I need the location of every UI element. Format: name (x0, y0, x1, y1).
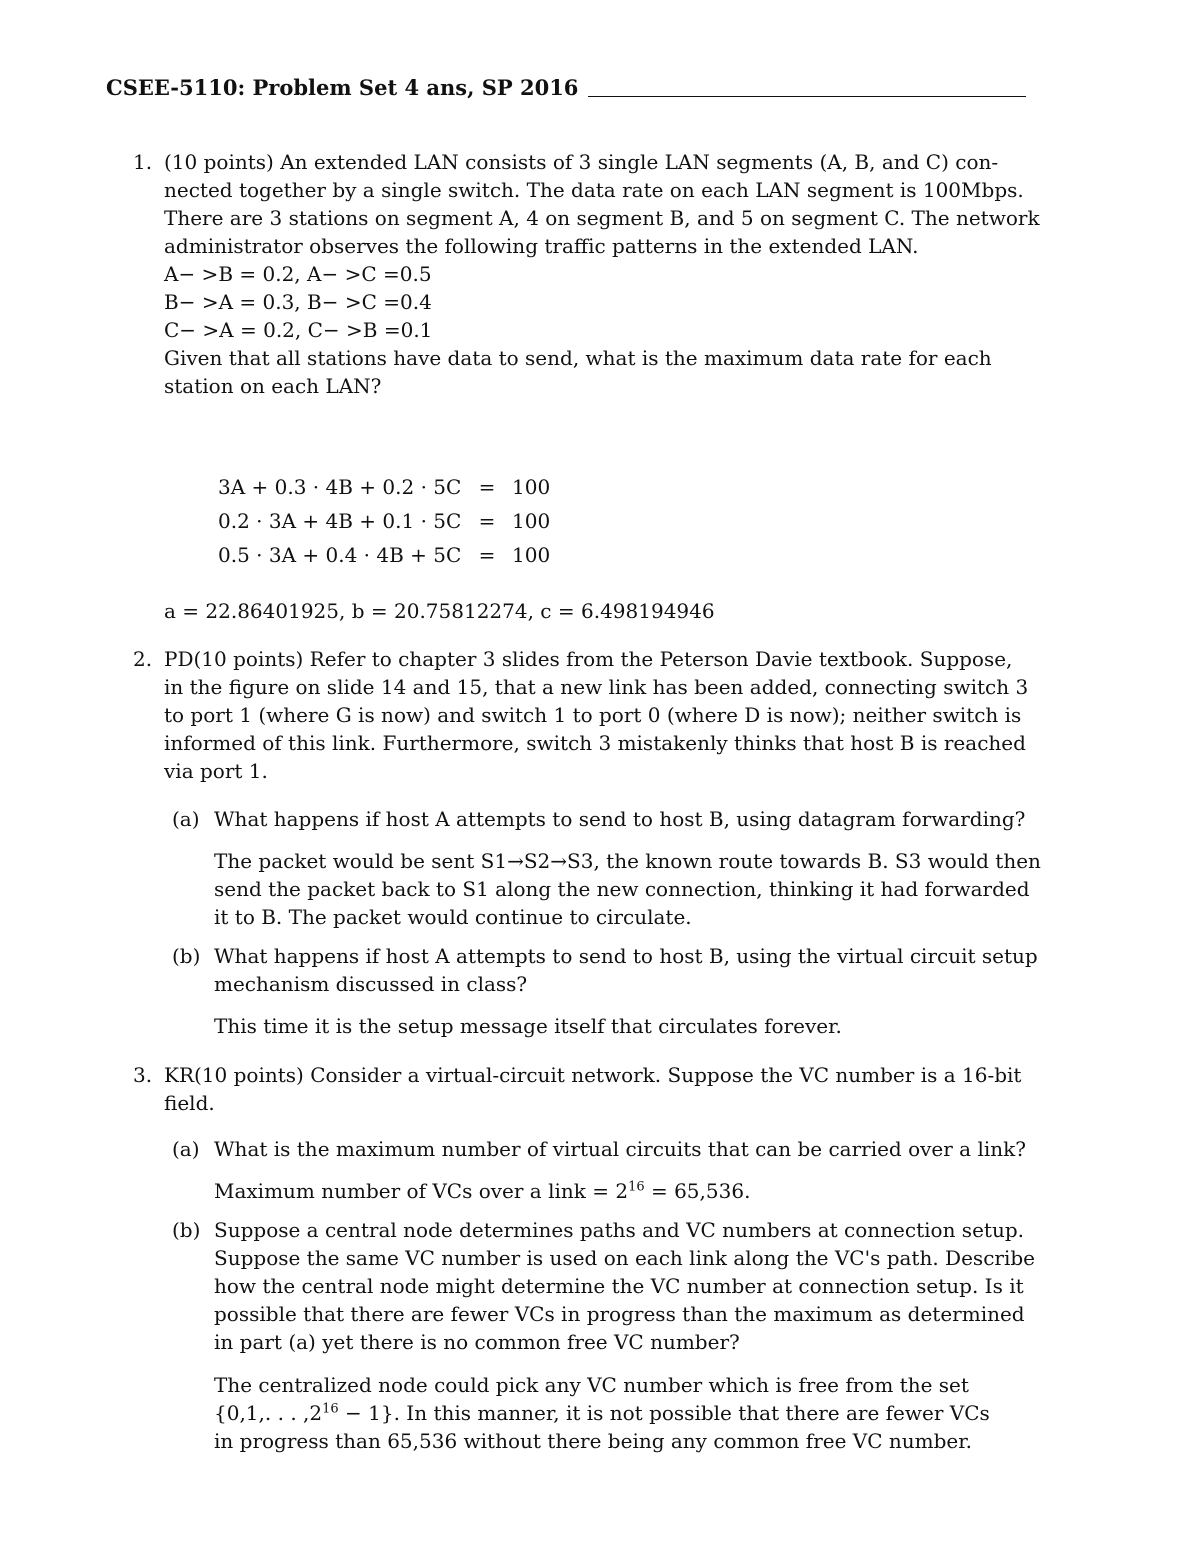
subquestion-text (214, 1216, 1035, 1356)
subquestion-label: (a) (172, 1137, 200, 1161)
equation-row (218, 504, 618, 538)
equation-lhs: 0.2 · 3A + 4B + 0.1 · 5C (218, 509, 462, 533)
subquestion-text: What is the maximum number of virtual circuits that can be carried over a link? (214, 1137, 1026, 1161)
text-line: informed of this link. Furthermore, switch 3 mistakenly thinks that host B is reached (164, 731, 1026, 755)
equation-row (218, 538, 618, 572)
subquestion-2a (172, 805, 1024, 833)
problem-number: 1. (133, 150, 153, 174)
exponent: 16 (322, 1401, 339, 1417)
problem-text (164, 148, 1040, 400)
problem-number: 3. (133, 1063, 153, 1087)
answer-text: {0,1,. . . ,2 (214, 1401, 323, 1425)
equation-row (218, 470, 618, 504)
answer-text: − 1}. In this manner, it is not possible that there are fewer VCs (338, 1401, 990, 1425)
traffic-line: C− >A = 0.2, C− >B =0.1 (164, 318, 433, 342)
problem-text (164, 645, 1029, 785)
text-line: how the central node might determine the VC number at connection setup. Is it (214, 1274, 1024, 1298)
equation-rhs: 100 (512, 543, 551, 567)
solution-line: a = 22.86401925, b = 20.75812274, c = 6.498194946 (164, 599, 715, 623)
problem-2 (133, 645, 1029, 785)
subquestion-text: What happens if host A attempts to send to host B, using datagram forwarding? (214, 807, 1026, 831)
equation-lhs: 3A + 0.3 · 4B + 0.2 · 5C (218, 475, 462, 499)
exponent: 16 (628, 1179, 645, 1195)
subquestion-text (214, 942, 1038, 998)
text-line: Suppose the same VC number is used on each link along the VC's path. Describe (214, 1246, 1035, 1270)
answer-line (214, 1177, 1024, 1205)
text-line: What happens if host A attempts to send to host B, using the virtual circuit setup (214, 944, 1038, 968)
traffic-line: A− >B = 0.2, A− >C =0.5 (164, 262, 432, 286)
text-line: PD(10 points) Refer to chapter 3 slides from the Peterson Davie textbook. Suppose, (164, 647, 1013, 671)
traffic-line: B− >A = 0.3, B− >C =0.4 (164, 290, 432, 314)
subquestion-label: (a) (172, 807, 200, 831)
answer-text: = 65,536. (644, 1179, 751, 1203)
text-line: mechanism discussed in class? (214, 972, 528, 996)
subquestion-3a (172, 1135, 1024, 1163)
header-rule (588, 96, 1026, 97)
subquestion-label: (b) (172, 944, 201, 968)
answer-line: This time it is the setup message itself that circulates forever. (214, 1014, 842, 1038)
text-line: station on each LAN? (164, 374, 382, 398)
equation-system (218, 470, 618, 572)
problem-text (164, 1061, 1025, 1117)
text-line: There are 3 stations on segment A, 4 on segment B, and 5 on segment C. The network (164, 206, 1040, 230)
answer-line (214, 1399, 1024, 1427)
text-line: administrator observes the following traffic patterns in the extended LAN. (164, 234, 919, 258)
equation-op: = (478, 475, 496, 499)
text-line: (10 points) An extended LAN consists of 3 single LAN segments (A, B, and C) con- (164, 150, 999, 174)
text-line: Given that all stations have data to send, what is the maximum data rate for each (164, 346, 992, 370)
subquestion-label: (b) (172, 1218, 201, 1242)
text-line: possible that there are fewer VCs in progress than the maximum as determined (214, 1302, 1025, 1326)
answer-2b (214, 1012, 1024, 1040)
answer-line: it to B. The packet would continue to circulate. (214, 905, 692, 929)
text-line: field. (164, 1091, 215, 1115)
answer-line: send the packet back to S1 along the new connection, thinking it had forwarded (214, 877, 1030, 901)
answer-line: The packet would be sent S1→S2→S3, the known route towards B. S3 would then (214, 849, 1041, 873)
answer-line: The centralized node could pick any VC number which is free from the set (214, 1373, 969, 1397)
problem-3 (133, 1061, 1025, 1117)
solution-block (133, 597, 1025, 625)
answer-2a (214, 847, 1041, 931)
problem-number: 2. (133, 647, 153, 671)
equation-rhs: 100 (512, 509, 551, 533)
text-line: in the figure on slide 14 and 15, that a new link has been added, connecting switch 3 (164, 675, 1029, 699)
page-header (106, 74, 1026, 102)
equation-rhs: 100 (512, 475, 551, 499)
page-title: CSEE-5110: Problem Set 4 ans, SP 2016 (106, 75, 579, 100)
answer-3b (214, 1371, 1024, 1455)
text-line: nected together by a single switch. The data rate on each LAN segment is 100Mbps. (164, 178, 1024, 202)
equation-op: = (478, 509, 496, 533)
equation-lhs: 0.5 · 3A + 0.4 · 4B + 5C (218, 543, 462, 567)
equation-op: = (478, 543, 496, 567)
text-line: in part (a) yet there is no common free VC number? (214, 1330, 740, 1354)
text-line: Suppose a central node determines paths and VC numbers at connection setup. (214, 1218, 1024, 1242)
text-line: KR(10 points) Consider a virtual-circuit network. Suppose the VC number is a 16-bit (164, 1063, 1022, 1087)
problem-1 (133, 148, 1040, 400)
text-line: via port 1. (164, 759, 268, 783)
answer-line: in progress than 65,536 without there being any common free VC number. (214, 1429, 972, 1453)
subquestion-3b (172, 1216, 1035, 1356)
text-line: to port 1 (where G is now) and switch 1 to port 0 (where D is now); neither switch is (164, 703, 1022, 727)
answer-text: Maximum number of VCs over a link = 2 (214, 1179, 629, 1203)
answer-3a (214, 1177, 1024, 1205)
subquestion-2b (172, 942, 1038, 998)
